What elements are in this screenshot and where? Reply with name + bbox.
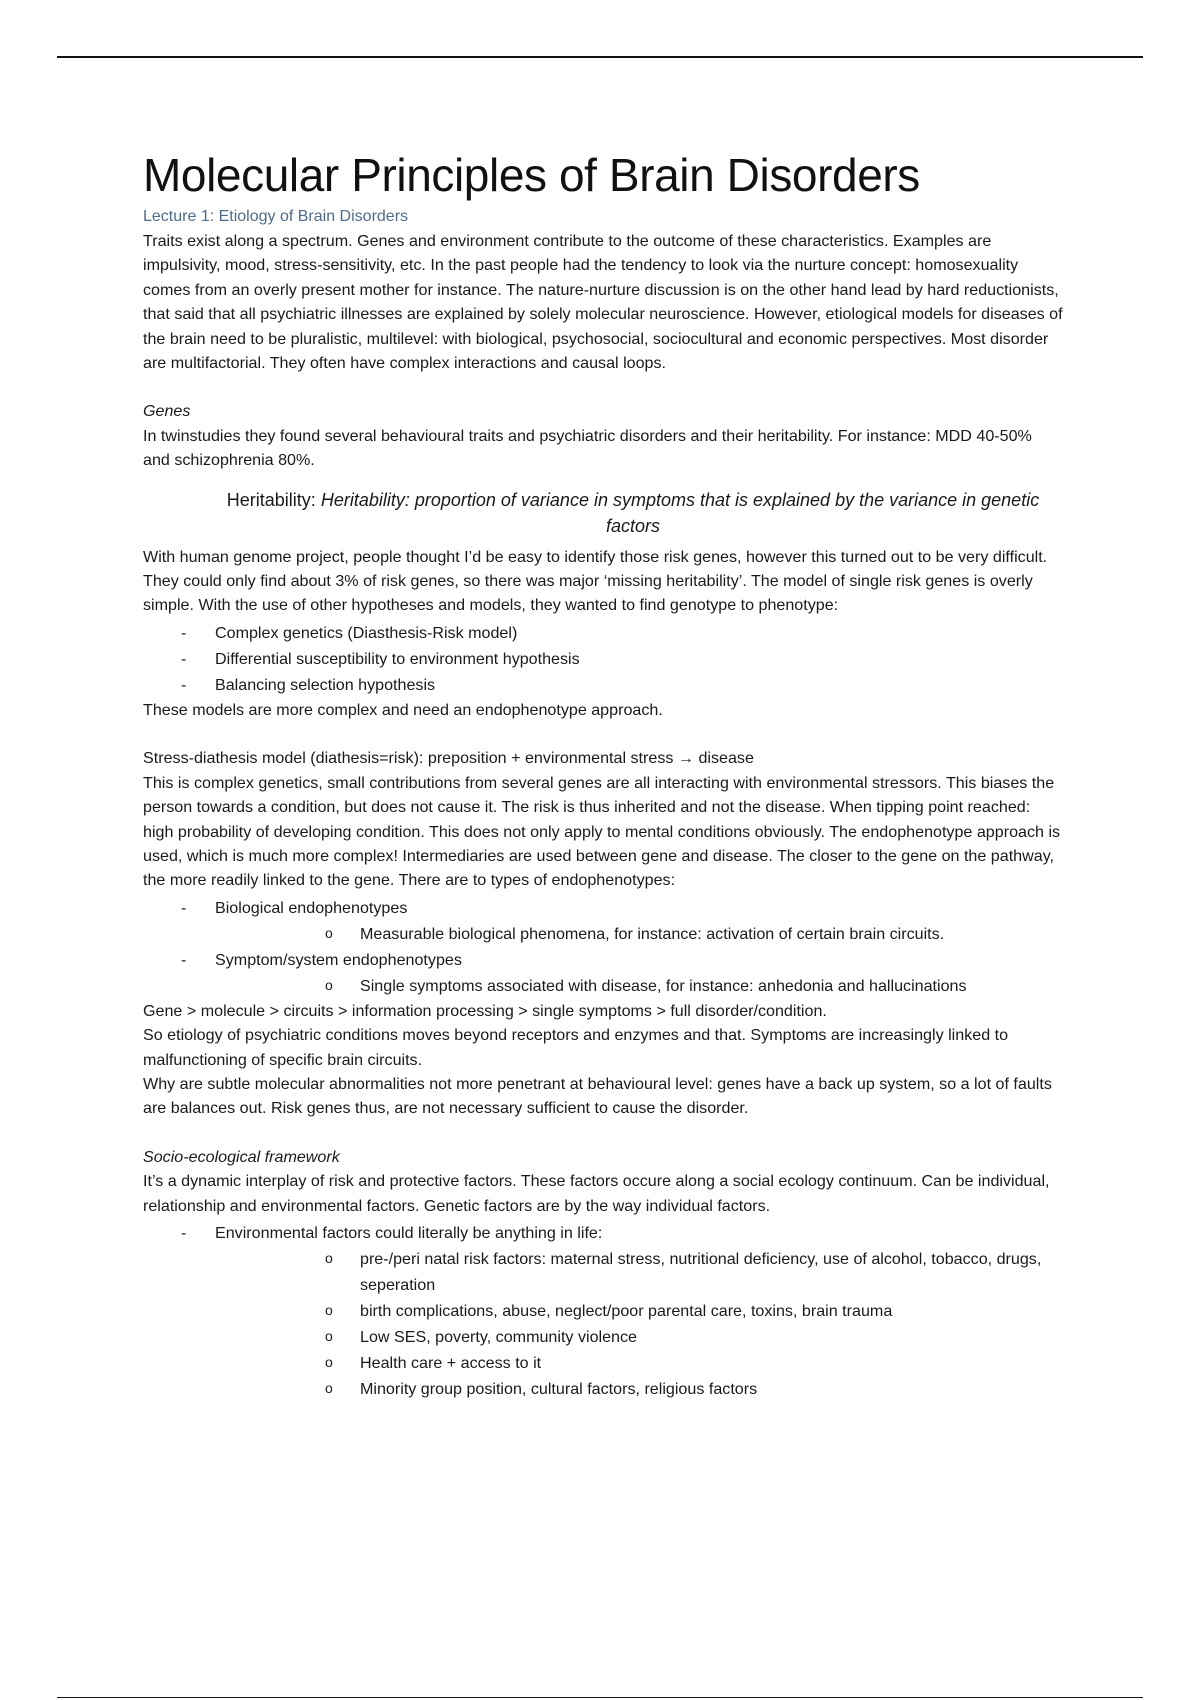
list-item: o Health care + access to it (215, 1350, 1063, 1376)
list-item: o birth complications, abuse, neglect/poor parental care, toxins, brain trauma (215, 1298, 1063, 1324)
list-item (143, 895, 1063, 947)
models-after-paragraph: These models are more complex and need an endophenotype approach. (143, 700, 663, 719)
stress-heading: Stress-diathesis model (diathesis=risk): preposition + environmental stress → disease (143, 749, 754, 768)
socio-heading: Socio-ecological framework (143, 1147, 340, 1166)
intro-paragraph: Traits exist along a spectrum. Genes and environment contribute to the outcome of these characteristics. Examples are impulsivity, mood, stress-sensitivity, etc. In the past people had the tendency to look via the nurture concept: homosexuality comes from an overly present mother for instance. The nature-nurture discussion is on the other hand lead by hard reductionists, that said that all psychiatric illnesses are explained by solely molecular neuroscience. However, etiological models for diseases of the brain need to be pluralistic, multilevel: with biological, psychosocial, sociocultural and economic perspectives. Most disorder are multifactorial. They often have complex interactions and causal loops. (143, 232, 1063, 373)
heritability-definition (203, 487, 1063, 539)
document-title: Molecular Principles of Brain Disorders (143, 149, 920, 201)
list-item: - Complex genetics (Diasthesis-Risk model) (143, 620, 1063, 646)
bottom-rule (57, 1697, 1143, 1698)
socio-paragraph: It’s a dynamic interplay of risk and protective factors. These factors occure along a social ecology continuum. Can be individual, relationship and environmental factors. Genetic factors are by the way individual factors. (143, 1172, 1050, 1215)
document-body (143, 148, 1063, 1402)
list-item: - Balancing selection hypothesis (143, 672, 1063, 698)
list-item: - Differential susceptibility to environment hypothesis (143, 646, 1063, 672)
models-list (143, 620, 1063, 698)
top-rule (57, 56, 1143, 58)
list-item (143, 1220, 1063, 1402)
env-list (143, 1220, 1063, 1402)
stress-paragraph: This is complex genetics, small contributions from several genes are all interacting with environmental stressors. This biases the person towards a condition, but does not cause it. The risk is thus inherited and not the disease. When tipping point reached: high probability of developing condition. This does not only apply to mental conditions obviously. The endophenotype approach is used, which is much more complex! Intermediaries are used between gene and disease. The closer to the gene on the pathway, the more readily linked to the gene. There are to types of endophenotypes: (143, 773, 1061, 890)
genes-paragraph: In twinstudies they found several behavioural traits and psychiatric disorders and their heritability. For instance: MDD 40-50% and schizophrenia 80%. (143, 426, 1032, 470)
chain-paragraph: Gene > molecule > circuits > information processing > single symptoms > full disorder/condition. (143, 1001, 827, 1020)
heritability-label: Heritability: (226, 489, 316, 510)
spacer (143, 722, 1063, 746)
genes-heading: Genes (143, 402, 191, 421)
endo-label: Biological endophenotypes (215, 898, 408, 917)
endo-sublist (215, 973, 1063, 999)
genome-paragraph: With human genome project, people thought I’d be easy to identify those risk genes, however this turned out to be very difficult. They could only find about 3% of risk genes, so there was major ‘missing heritability’. The model of single risk genes is overly simple. With the use of other hypotheses and models, they wanted to find genotype to phenotype: (143, 547, 1048, 615)
list-item (143, 947, 1063, 999)
list-item: o Low SES, poverty, community violence (215, 1324, 1063, 1350)
list-item: o Single symptoms associated with disease, for instance: anhedonia and hallucinations (215, 973, 1063, 999)
env-label: Environmental factors could literally be anything in life: (215, 1223, 603, 1242)
list-item: o Minority group position, cultural factors, religious factors (215, 1376, 1063, 1402)
endophenotype-list (143, 895, 1063, 999)
lecture-subtitle: Lecture 1: Etiology of Brain Disorders (143, 208, 409, 225)
why-paragraph: Why are subtle molecular abnormalities not more penetrant at behavioural level: genes have a back up system, so a lot of faults are balances out. Risk genes thus, are not necessary sufficient to cause the disorder. (143, 1074, 1052, 1118)
spacer (143, 375, 1063, 399)
endo-label: Symptom/system endophenotypes (215, 950, 462, 969)
list-item: o pre-/peri natal risk factors: maternal stress, nutritional deficiency, use of alcohol, tobacco, drugs, seperation (215, 1246, 1063, 1298)
endo-sublist (215, 921, 1063, 947)
heritability-def-text: Heritability: proportion of variance in symptoms that is explained by the variance in genetic factors (320, 489, 1040, 536)
spacer (143, 1121, 1063, 1145)
list-item: o Measurable biological phenomena, for instance: activation of certain brain circuits. (215, 921, 1063, 947)
etiology-paragraph: So etiology of psychiatric conditions moves beyond receptors and enzymes and that. Symptoms are increasingly linked to malfunctioning of specific brain circuits. (143, 1026, 1009, 1069)
env-sublist (215, 1246, 1063, 1402)
